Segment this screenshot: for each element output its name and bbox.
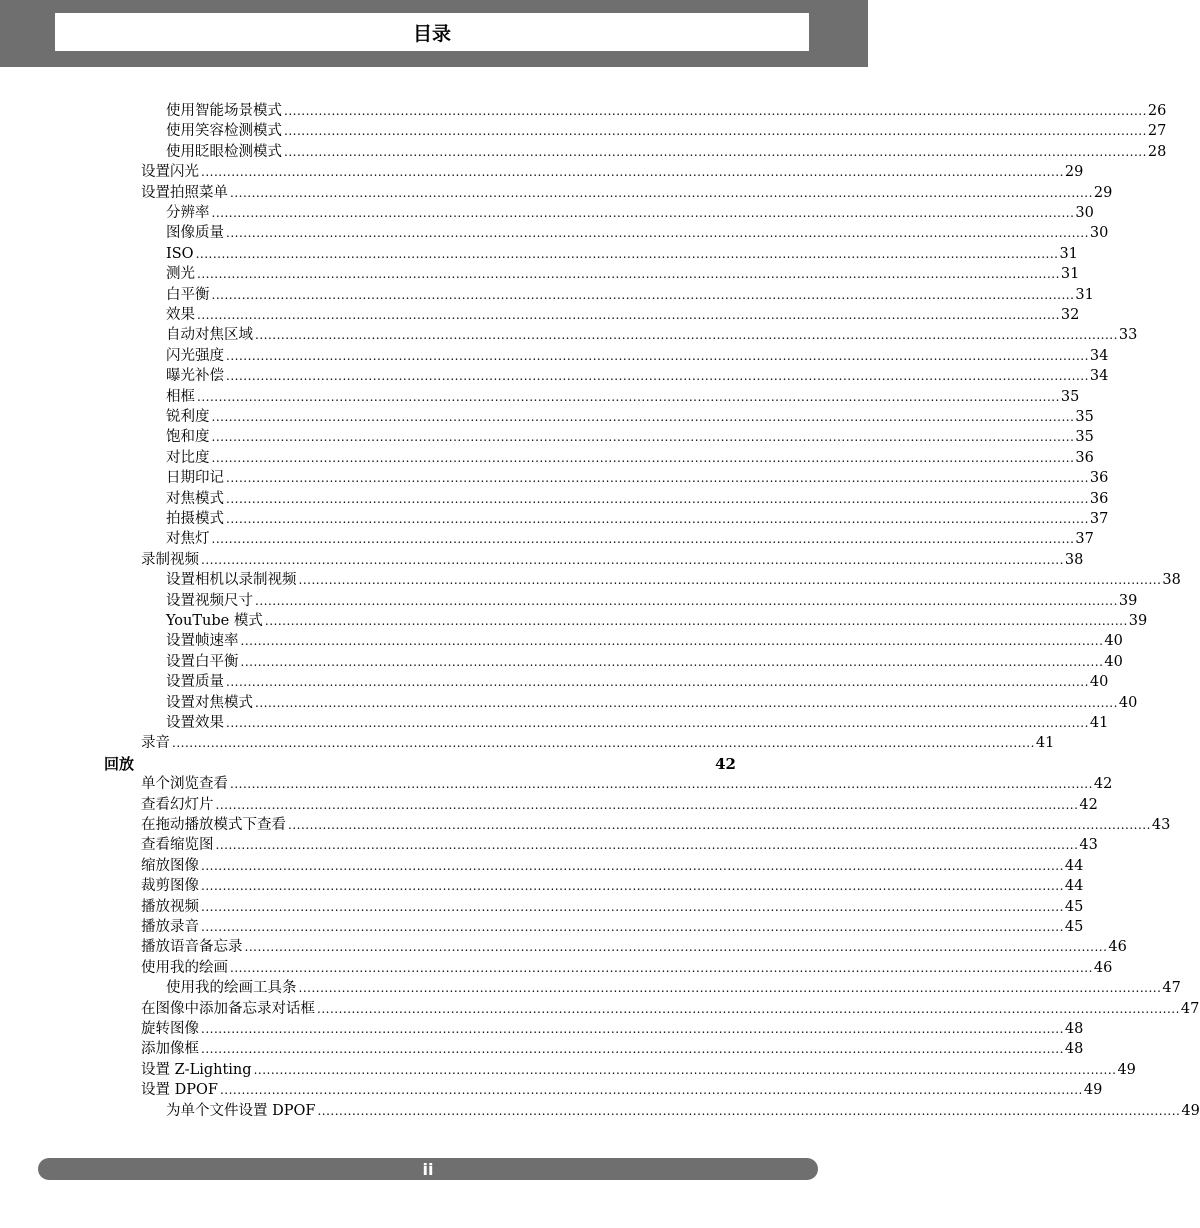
toc-entry-title: 设置 DPOF (141, 1082, 218, 1099)
toc-entry-page: 40 (1104, 633, 1123, 650)
toc-entry[interactable] (166, 630, 1123, 650)
toc-entry-page: 49 (1117, 1061, 1136, 1078)
toc-entry-title: 白平衡 (166, 286, 210, 303)
toc-leader-dots: ........................................................................................................................................................................................................ (201, 899, 1064, 914)
toc-entry-page: 30 (1075, 205, 1094, 221)
toc-entry-page: 38 (1064, 551, 1084, 568)
toc-entry[interactable] (166, 386, 1080, 406)
toc-entry[interactable] (141, 875, 1084, 895)
toc-entry[interactable] (141, 855, 1084, 875)
toc-entry-title: 对焦模式 (166, 490, 224, 507)
toc-leader-dots: ........................................................................................................................................................................................................ (230, 185, 1093, 200)
toc-leader-dots: ........................................................................................................................................................................................................ (211, 450, 1075, 465)
toc-leader-dots: ........................................................................................................................................................................................................ (226, 675, 1089, 690)
toc-leader-dots: ........................................................................................................................................................................................................ (201, 1042, 1064, 1057)
toc-leader-dots: ........................................................................................................................................................................................................ (264, 614, 1128, 628)
toc-entry-title: 为单个文件设置 DPOF (166, 1102, 316, 1119)
toc-entry[interactable] (141, 1059, 1136, 1079)
toc-entry-page: 39 (1118, 592, 1138, 609)
toc-entry-page: 39 (1128, 613, 1148, 629)
toc-leader-dots: ........................................................................................................................................................................................................ (253, 1062, 1117, 1077)
toc-leader-dots: ........................................................................................................................................................................................................ (201, 552, 1064, 567)
toc-entry-title: 使用眨眼检测模式 (166, 143, 282, 160)
toc-entry-page: 42 (1093, 776, 1113, 793)
toc-entry-title: 播放录音 (141, 919, 199, 935)
toc-entry-title: 对比度 (166, 449, 210, 466)
toc-entry-page: 45 (1064, 898, 1084, 915)
toc-entry[interactable] (141, 834, 1098, 854)
toc-entry-title: 裁剪图像 (141, 878, 199, 895)
toc-entry-title: 设置对焦模式 (166, 694, 253, 711)
toc-entry-title: 闪光强度 (166, 347, 224, 364)
toc-entry-title: 设置闪光 (141, 164, 199, 181)
toc-entry-page: 30 (1089, 225, 1109, 242)
toc-entry-page: 33 (1118, 327, 1138, 344)
toc-entry[interactable] (166, 671, 1109, 691)
toc-entry[interactable] (166, 590, 1138, 610)
toc-entry[interactable] (166, 508, 1109, 528)
toc-leader-dots: ........................................................................................................................................................................................................ (240, 654, 1104, 669)
toc-entry-page: 44 (1064, 878, 1084, 895)
toc-entry-title: 设置相机以录制视频 (166, 572, 297, 589)
toc-leader-dots: ........................................................................................................................................................................................................ (197, 267, 1060, 282)
toc-leader-dots: ........................................................................................................................................................................................................ (226, 369, 1089, 384)
toc-entry-page: 38 (1162, 572, 1181, 589)
page-title: 目录 (55, 13, 809, 51)
toc-leader-dots: ........................................................................................................................................................................................................ (211, 206, 1075, 220)
toc-entry[interactable] (166, 426, 1094, 446)
toc-leader-dots: ........................................................................................................................................................................................................ (201, 1022, 1064, 1036)
toc-entry-title: 日期印记 (166, 470, 224, 487)
toc-entry[interactable] (166, 712, 1109, 732)
toc-entry-page: 37 (1075, 531, 1094, 548)
toc-entry[interactable] (166, 324, 1138, 344)
toc-entry-page: 47 (1180, 1000, 1200, 1017)
toc-leader-dots: ........................................................................................................................................................................................................ (201, 879, 1064, 894)
toc-entry-page: 32 (1060, 307, 1080, 323)
toc-entry-page: 41 (1035, 735, 1055, 752)
toc-entry[interactable] (166, 1100, 1200, 1120)
toc-entry-page: 45 (1064, 919, 1084, 935)
toc-leader-dots: ........................................................................................................................................................................................................ (226, 716, 1089, 730)
toc-leader-dots: ........................................................................................................................................................................................................ (244, 940, 1108, 955)
toc-leader-dots: ........................................................................................................................................................................................................ (317, 1103, 1181, 1118)
toc-entry[interactable] (166, 365, 1109, 385)
toc-entry-title: 对焦灯 (166, 531, 210, 548)
toc-entry[interactable] (141, 998, 1200, 1018)
toc-entry-page: 40 (1118, 694, 1138, 711)
toc-entry-page: 35 (1075, 429, 1094, 446)
toc-leader-dots: ........................................................................................................................................................................................................ (195, 246, 1059, 261)
toc-entry[interactable] (166, 569, 1181, 589)
toc-leader-dots: ........................................................................................................................................................................................................ (284, 144, 1147, 159)
toc-entry[interactable] (141, 549, 1084, 569)
toc-leader-dots: ........................................................................................................................................................................................................ (226, 226, 1089, 241)
toc-entry-page: 47 (1162, 980, 1181, 997)
toc-entry[interactable] (166, 977, 1181, 997)
toc-entry-page: 29 (1064, 164, 1084, 181)
toc-entry-title: 播放视频 (141, 898, 199, 915)
toc-entry-page: 34 (1089, 368, 1109, 385)
toc-entry-title: 播放语音备忘录 (141, 939, 243, 956)
toc-entry-title: 旋转图像 (141, 1021, 199, 1037)
toc-entry-title: ISO (166, 245, 194, 262)
toc-leader-dots: ........................................................................................................................................................................................................ (226, 471, 1089, 486)
toc-entry-page: 35 (1060, 388, 1080, 405)
toc-leader-dots: ........................................................................................................................................................................................................ (230, 777, 1093, 792)
toc-entry-title: 使用我的绘画工具条 (166, 980, 297, 997)
toc-entry-page: 42 (715, 754, 736, 773)
toc-entry-title: 回放 (104, 754, 135, 773)
toc-entry-title: 录音 (141, 735, 170, 752)
toc-entry[interactable] (166, 406, 1094, 426)
toc-leader-dots: ........................................................................................................................................................................................................ (201, 165, 1064, 180)
toc-entry[interactable] (166, 528, 1094, 548)
toc-entry-title: 使用智能场景模式 (166, 103, 282, 119)
toc-entry-title: 缩放图像 (141, 857, 199, 874)
toc-entry-page: 36 (1089, 470, 1109, 487)
toc-leader-dots: ........................................................................................................................................................................................................ (172, 736, 1035, 751)
toc-leader-dots: ........................................................................................................................................................................................................ (226, 491, 1089, 506)
toc-entry[interactable] (166, 692, 1138, 712)
toc-entry[interactable] (166, 488, 1109, 508)
toc-entry[interactable] (141, 936, 1127, 956)
toc-entry[interactable] (141, 794, 1098, 814)
toc-entry-title: 设置帧速率 (166, 633, 239, 650)
toc-entry[interactable] (166, 120, 1167, 140)
toc-entry[interactable] (166, 100, 1167, 120)
toc-leader-dots: ........................................................................................................................................................................................................ (255, 695, 1118, 710)
toc-leader-dots: ........................................................................................................................................................................................................ (240, 634, 1104, 649)
toc-entry[interactable] (166, 202, 1094, 222)
toc-entry-page: 48 (1064, 1041, 1084, 1058)
toc-entry[interactable] (141, 916, 1084, 936)
toc-entry[interactable] (141, 957, 1113, 977)
toc-leader-dots: ........................................................................................................................................................................................................ (211, 532, 1075, 547)
toc-entry-page: 37 (1089, 511, 1109, 527)
footer-bar (38, 1158, 818, 1180)
toc-entry-title: 设置 Z-Lighting (141, 1061, 252, 1078)
toc-entry-title: 自动对焦区域 (166, 327, 253, 344)
toc-leader-dots: ........................................................................................................................................................................................................ (201, 920, 1064, 934)
toc-entry-page: 42 (1079, 796, 1098, 813)
toc-leader-dots: ........................................................................................................................................................................................................ (197, 389, 1060, 404)
toc-entry-page: 40 (1104, 653, 1123, 670)
toc-entry-page: 43 (1151, 817, 1171, 833)
toc-entry-title: 设置视频尺寸 (166, 592, 253, 609)
toc-entry-page: 36 (1075, 449, 1094, 466)
toc-leader-dots: ........................................................................................................................................................................................................ (219, 1083, 1083, 1098)
toc-entry-title: 拍摄模式 (166, 511, 224, 527)
toc-entry[interactable] (141, 896, 1084, 916)
toc-entry[interactable] (141, 1038, 1084, 1058)
toc-entry-title: 相框 (166, 388, 195, 405)
toc-entry-title: 饱和度 (166, 429, 210, 446)
toc-section-entry[interactable] (104, 753, 736, 773)
toc-leader-dots: ........................................................................................................................................................................................................ (255, 328, 1118, 343)
header-band (0, 0, 868, 67)
toc-entry[interactable] (166, 304, 1080, 324)
toc-leader-dots: ........................................................................................................................................................................................................ (226, 348, 1089, 363)
toc-leader-dots: ........................................................................................................................................................................................................ (288, 818, 1151, 832)
toc-entry-page: 31 (1075, 286, 1094, 303)
toc-entry[interactable] (141, 161, 1084, 181)
toc-entry-page: 46 (1108, 939, 1127, 956)
toc-leader-dots: ........................................................................................................................................................................................................ (255, 593, 1118, 608)
toc-entry-page: 48 (1064, 1021, 1084, 1037)
toc-entry[interactable] (141, 732, 1055, 752)
toc-entry-title: 在图像中添加备忘录对话框 (141, 1000, 315, 1017)
toc-entry-title: 单个浏览查看 (141, 776, 228, 793)
toc-entry-title: 查看缩览图 (141, 837, 214, 854)
toc-entry-page: 28 (1147, 143, 1167, 160)
toc-entry[interactable] (166, 651, 1123, 671)
toc-entry-title: 设置拍照菜单 (141, 184, 228, 201)
toc-entry[interactable] (166, 345, 1109, 365)
toc-entry-page: 43 (1079, 837, 1098, 854)
toc-entry-page: 31 (1059, 245, 1078, 262)
toc-entry[interactable] (166, 467, 1109, 487)
toc-entry-page: 40 (1089, 674, 1109, 691)
toc-entry-title: 使用我的绘画 (141, 959, 228, 976)
toc-entry-title: 使用笑容检测模式 (166, 123, 282, 140)
toc-entry-title: 录制视频 (141, 551, 199, 568)
toc-leader-dots: ........................................................................................................................................................................................................ (201, 858, 1064, 873)
toc-entry-title: 曝光补偿 (166, 368, 224, 385)
toc-leader-dots: ........................................................................................................................................................................................................ (317, 1001, 1180, 1016)
toc-entry[interactable] (141, 1079, 1103, 1099)
toc-entry[interactable] (166, 610, 1148, 630)
toc-entry-title: 分辨率 (166, 205, 210, 221)
toc-leader-dots: ........................................................................................................................................................................................................ (284, 124, 1147, 139)
toc-entry[interactable] (141, 773, 1113, 793)
toc-entry[interactable] (166, 447, 1094, 467)
toc-entry-title: 效果 (166, 307, 195, 323)
toc-leader-dots: ........................................................................................................................................................................................................ (298, 981, 1162, 996)
toc-leader-dots: ........................................................................................................................................................................................................ (211, 410, 1075, 424)
toc-entry[interactable] (141, 814, 1171, 834)
toc-entry-page: 29 (1093, 184, 1113, 201)
page-number: ii (422, 1159, 434, 1179)
toc-leader-dots: ........................................................................................................................................................................................................ (230, 960, 1093, 975)
toc-entry[interactable] (166, 141, 1167, 161)
toc-entry-page: 34 (1089, 347, 1109, 364)
toc-entry-title: 设置白平衡 (166, 653, 239, 670)
toc-entry-title: 设置效果 (166, 715, 224, 731)
toc-entry-title: 图像质量 (166, 225, 224, 242)
toc-entry-page: 49 (1083, 1082, 1103, 1099)
toc-entry[interactable] (166, 222, 1109, 242)
toc-leader-dots: ........................................................................................................................................................................................................ (284, 104, 1147, 118)
toc-entry[interactable] (166, 243, 1078, 263)
toc-entry[interactable] (166, 263, 1080, 283)
toc-entry-page: 35 (1075, 409, 1094, 425)
toc-leader-dots: ........................................................................................................................................................................................................ (226, 512, 1089, 526)
toc-entry-page: 26 (1147, 103, 1167, 119)
toc-entry-title: 添加像框 (141, 1041, 199, 1058)
toc-entry-page: 46 (1093, 959, 1113, 976)
toc-entry-page: 41 (1089, 715, 1109, 731)
toc-entry-page: 44 (1064, 857, 1084, 874)
toc-entry-title: 在拖动播放模式下查看 (141, 817, 286, 833)
toc-entry-page: 49 (1181, 1102, 1200, 1119)
toc-entry-title: 锐利度 (166, 409, 210, 425)
toc-leader-dots: ........................................................................................................................................................................................................ (215, 797, 1079, 812)
toc-entry-title: 查看幻灯片 (141, 796, 214, 813)
toc-entry-title: 设置质量 (166, 674, 224, 691)
toc-entry-title: 测光 (166, 266, 195, 283)
toc-entry[interactable] (141, 182, 1113, 202)
toc-entry-page: 31 (1060, 266, 1080, 283)
toc-leader-dots: ........................................................................................................................................................................................................ (298, 573, 1162, 588)
toc-entry[interactable] (141, 1018, 1084, 1038)
toc-entry[interactable] (166, 284, 1094, 304)
toc-leader-dots: ........................................................................................................................................................................................................ (215, 838, 1079, 853)
toc-leader-dots: ........................................................................................................................................................................................................ (211, 287, 1075, 302)
toc-leader-dots: ........................................................................................................................................................................................................ (197, 308, 1060, 322)
toc-entry-page: 36 (1089, 490, 1109, 507)
toc-entry-page: 27 (1147, 123, 1167, 140)
toc-entry-title: YouTube 模式 (166, 613, 263, 629)
toc-leader-dots: ........................................................................................................................................................................................................ (211, 430, 1075, 445)
